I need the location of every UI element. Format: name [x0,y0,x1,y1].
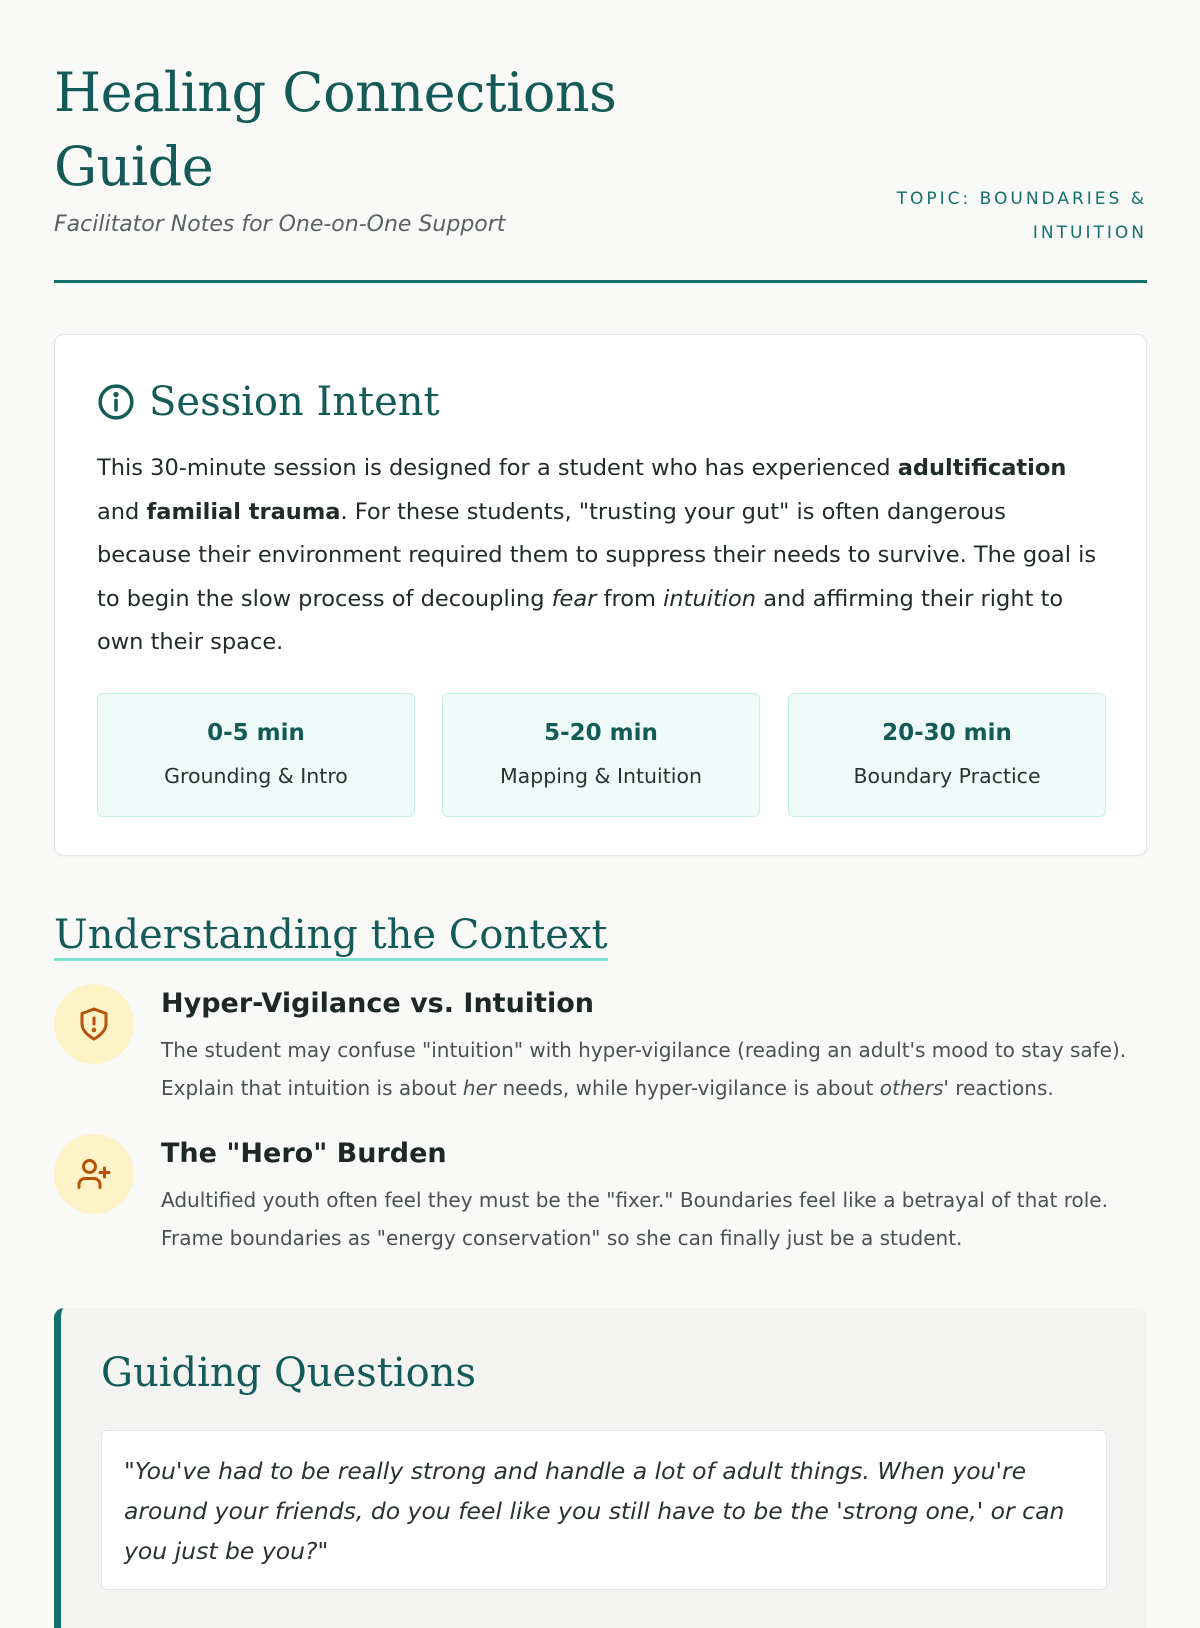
page-title: Healing Connections Guide [54,61,617,198]
page [54,0,1147,1565]
context-item-text: Adultified youth often feel they must be the "fixer." Boundaries feel like a betrayal of that role. Frame boundaries as "energy conservation" so she can finally just be a student. [161,1188,1108,1250]
session-intent-heading [97,379,440,425]
context-text-part: The student may confuse "intuition" with hyper-vigilance (reading an adult's mood to stay safe). Explain that intuition is about [161,1038,1127,1100]
context-item-text [161,1032,1151,1107]
session-intent-text [97,447,1107,665]
question-card [101,1430,1107,1590]
intent-text-part: This 30-minute session is designed for a student who has experienced [97,455,898,481]
phase-time: 0-5 min [207,720,305,746]
intent-text-part: and affirming their right to own their space. [97,585,1064,655]
session-timeline [97,693,1106,817]
intent-bold-familial-trauma: familial trauma [146,498,341,525]
session-intent-title: Session Intent [149,379,440,425]
context-item-title: Hyper-Vigilance vs. Intuition [161,988,594,1019]
intent-text-part: from [596,585,664,612]
context-heading: Understanding the Context [54,912,608,961]
intent-text-part: . For these students, "trusting your gut" is often dangerous because their environment required them to suppress their needs to survive. The goal is to begin the slow process of decoupling [97,498,1097,612]
phase-label: Mapping & Intuition [499,764,703,788]
info-circle-icon [97,383,135,421]
phase-card-grounding [97,693,415,817]
intent-italic-fear: fear [551,585,597,612]
guiding-questions-title: Guiding Questions [101,1350,476,1396]
phase-time: 5-20 min [544,720,658,746]
context-italic-her: her [462,1075,497,1100]
phase-label: Boundary Practice [853,764,1041,788]
intent-bold-adultification: adultification [897,455,1067,481]
intent-italic-intuition: intuition [663,585,757,612]
phase-time: 20-30 min [882,720,1012,746]
page-subtitle: Facilitator Notes for One-on-One Support [54,212,506,237]
context-text-part: needs, while hyper-vigilance is about [496,1075,880,1100]
session-intent-card [54,334,1147,856]
context-text-part: reactions. [948,1075,1054,1100]
user-plus-icon [54,1134,134,1214]
context-italic-others: others' [879,1075,949,1100]
topic-label: TOPIC: BOUNDARIES & INTUITION [896,189,1147,243]
context-item-title: The "Hero" Burden [161,1138,447,1169]
phase-card-boundary [788,693,1106,817]
shield-alert-icon [54,984,134,1064]
guiding-questions-section [54,1308,1147,1628]
phase-card-mapping [442,693,760,817]
intent-text-part: and [97,498,147,525]
question-text: "You've had to be really strong and handle a lot of adult things. When you're around your friends, do you feel like you still have to be the 'strong one,' or can you just be you?" [124,1457,1065,1565]
phase-label: Grounding & Intro [164,764,348,788]
page-header [54,0,1147,283]
